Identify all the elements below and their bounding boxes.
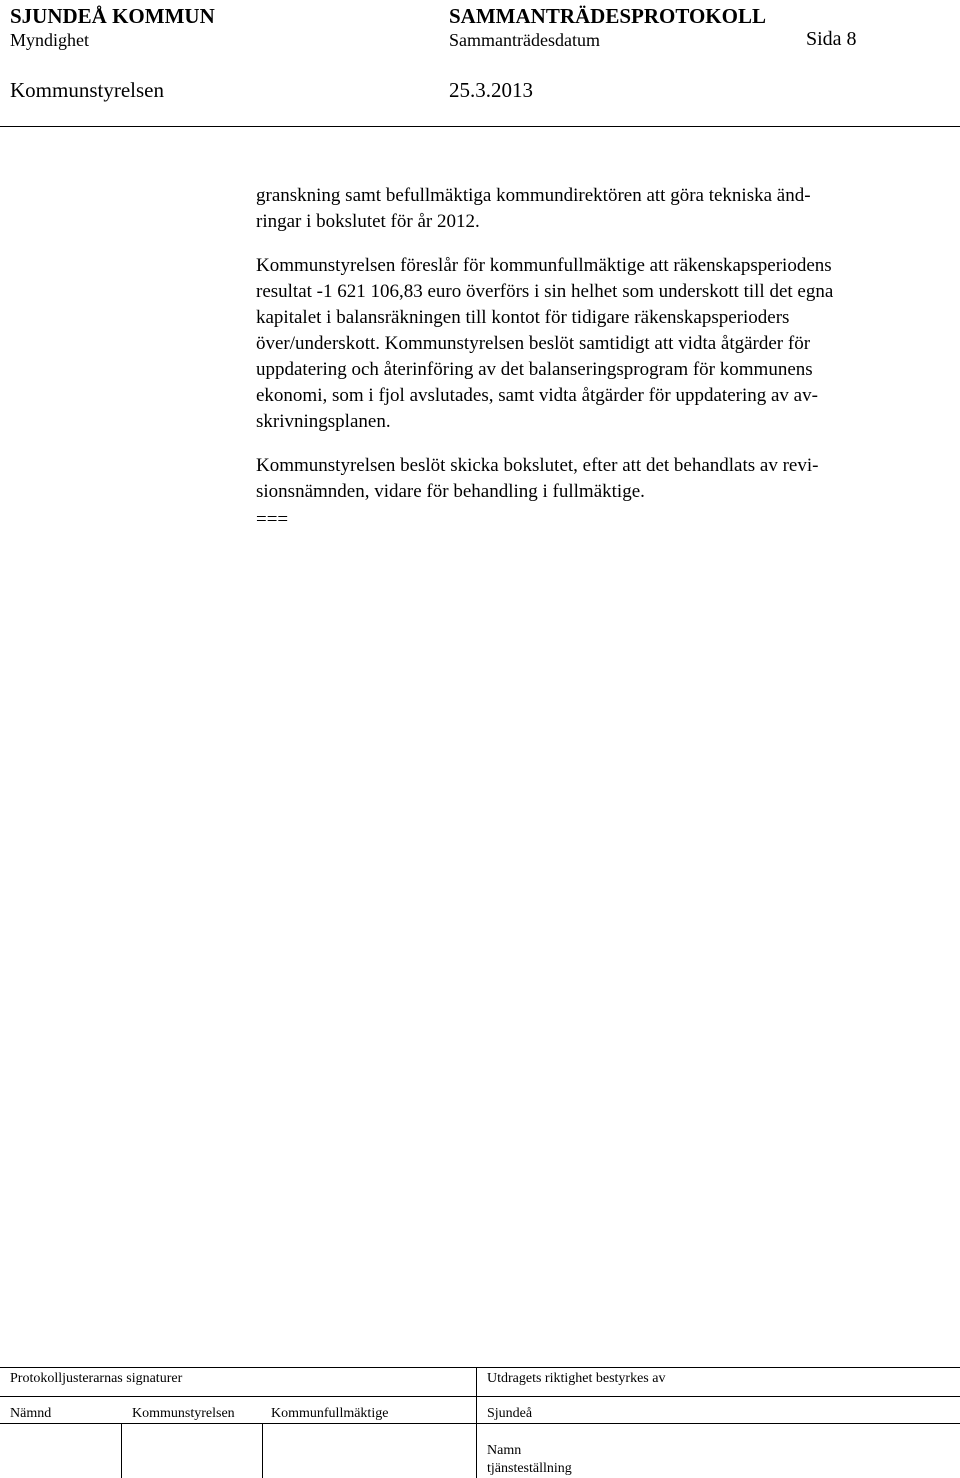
meeting-date: 25.3.2013: [449, 78, 533, 102]
paragraph-3-line: sionsnämnden, vidare för behandling i fullmäktige.: [256, 481, 645, 502]
footer-middle-rule: [0, 1396, 960, 1397]
signature-box-divider: [121, 1424, 122, 1478]
place-name: Sjundeå: [487, 1406, 533, 1421]
page-number: Sida 8: [806, 28, 857, 50]
header-divider: [0, 126, 960, 127]
paragraph-2-line: Kommunstyrelsen föreslår för kommunfullmäktige att räkenskapsperiodens: [256, 255, 832, 276]
date-label: Sammanträdesdatum: [449, 30, 600, 50]
body-label: Nämnd: [10, 1406, 52, 1421]
footer-lower-rule: [0, 1423, 960, 1424]
paragraph-3: [256, 453, 936, 505]
paragraph-2: [256, 253, 936, 435]
body-kommunstyrelsen: Kommunstyrelsen: [132, 1406, 235, 1421]
body-kommunfullmaktige: Kommunfullmäktige: [271, 1406, 389, 1421]
paragraph-2-line: resultat -1 621 106,83 euro överförs i sin helhet som underskott till det egna: [256, 281, 834, 302]
paragraph-1-line: ringar i bokslutet för år 2012.: [256, 211, 480, 232]
footer-column-divider: [476, 1368, 477, 1478]
authority-label: Myndighet: [10, 30, 89, 50]
signature-box-divider: [262, 1424, 263, 1478]
document-type: SAMMANTRÄDESPROTOKOLL: [449, 4, 766, 28]
position-label: tjänsteställning: [487, 1461, 572, 1476]
paragraph-2-line: uppdatering och återinföring av det balanseringsprogram för kommunens: [256, 359, 813, 380]
paragraph-1-line: granskning samt befullmäktiga kommundirektören att göra tekniska änd-: [256, 185, 811, 206]
paragraph-2-line: över/underskott. Kommunstyrelsen beslöt samtidigt att vidta åtgärder för: [256, 333, 811, 354]
paragraph-2-line: skrivningsplanen.: [256, 411, 391, 432]
paragraph-3-line: Kommunstyrelsen beslöt skicka bokslutet, efter att det behandlats av revi-: [256, 455, 819, 476]
authority-name: Kommunstyrelsen: [10, 78, 164, 102]
paragraph-1: [256, 183, 936, 235]
paragraph-2-line: kapitalet i balansräkningen till kontot för tidigare räkenskapsperioders: [256, 307, 790, 328]
name-label: Namn: [487, 1443, 522, 1458]
signatures-label: Protokolljusterarnas signaturer: [10, 1371, 183, 1386]
footer-top-rule: [0, 1367, 960, 1368]
certified-label: Utdragets riktighet bestyrkes av: [487, 1371, 666, 1386]
paragraph-2-line: ekonomi, som i fjol avslutades, samt vidta åtgärder för uppdatering av av-: [256, 385, 818, 406]
org-name: SJUNDEÅ KOMMUN: [10, 4, 215, 28]
end-separator: ===: [256, 509, 289, 530]
